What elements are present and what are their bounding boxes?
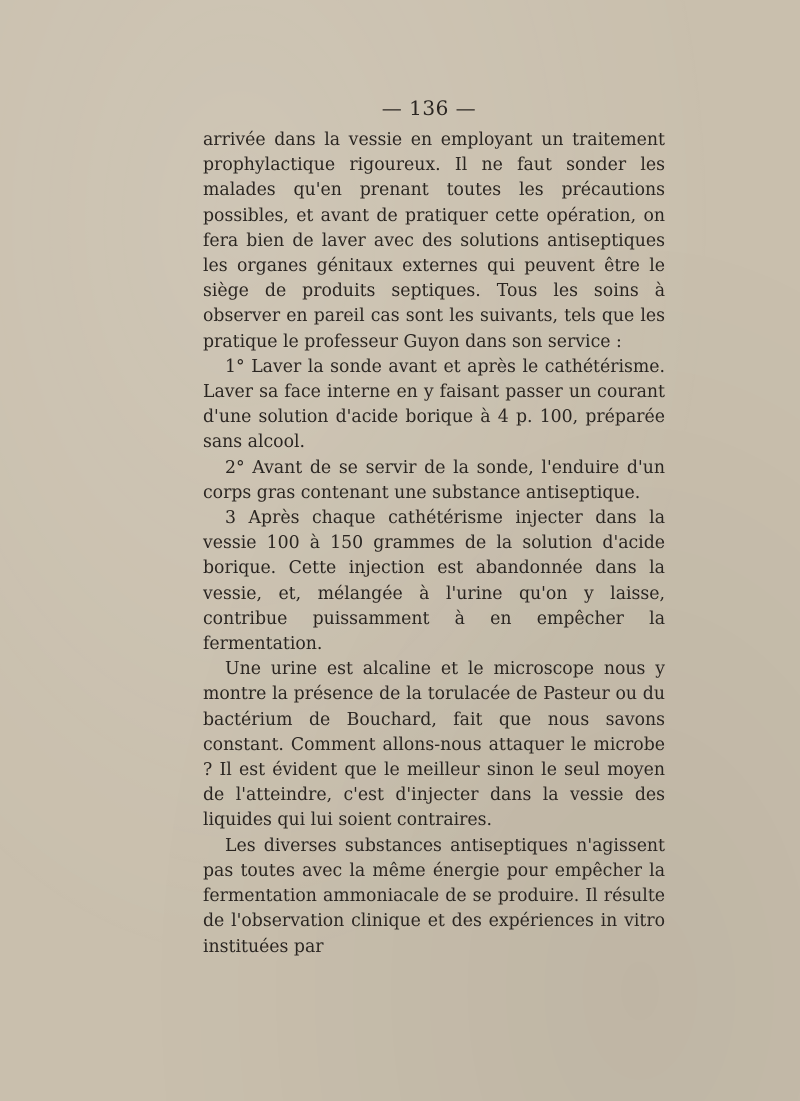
body-text [203, 128, 665, 960]
paragraph: 2° Avant de se servir de la sonde, l'enduire d'un corps gras contenant une substance antiseptique. [203, 457, 665, 503]
paragraph: 1° Laver la sonde avant et après le cathétérisme. Laver sa face interne en y faisant passer un courant d'une solution d'acide borique à 4 p. 100, préparée sans alcool. [203, 356, 665, 453]
paragraph: Une urine est alcaline et le microscope nous y montre la présence de la torulacée de Pasteur ou du bactérium de Bouchard, fait que nous savons constant. Comment allons-nous attaquer le microbe ? Il est évident que le meilleur sinon le seul moyen de l'atteindre, c'est d'injecter dans la vessie des liquides qui lui soient contraires. [203, 659, 665, 831]
paragraph: 3 Après chaque cathétérisme injecter dans la vessie 100 à 150 grammes de la solution d'acide borique. Cette injection est abandonnée dans la vessie, et, mélangée à l'urine qu'on y laisse, contribue puissamment à en empêcher la fermentation. [203, 508, 665, 655]
paragraph: arrivée dans la vessie en employant un traitement prophylactique rigoureux. Il ne faut sonder les malades qu'en prenant toutes les précautions possibles, et avant de pratiquer cette opération, on fera bien de laver avec des solutions antiseptiques les organes génitaux externes qui peuvent être le siège de produits septiques. Tous les soins à observer en pareil cas sont les suivants, tels que les pratique le professeur Guyon dans son service : [203, 130, 665, 352]
page-number: — 136 — [381, 96, 477, 120]
paragraph: Les diverses substances antiseptiques n'agissent pas toutes avec la même énergie pour empêcher la fermentation ammoniacale de se produire. Il résulte de l'observation clinique et des expériences in vitro instituées par [203, 835, 665, 957]
